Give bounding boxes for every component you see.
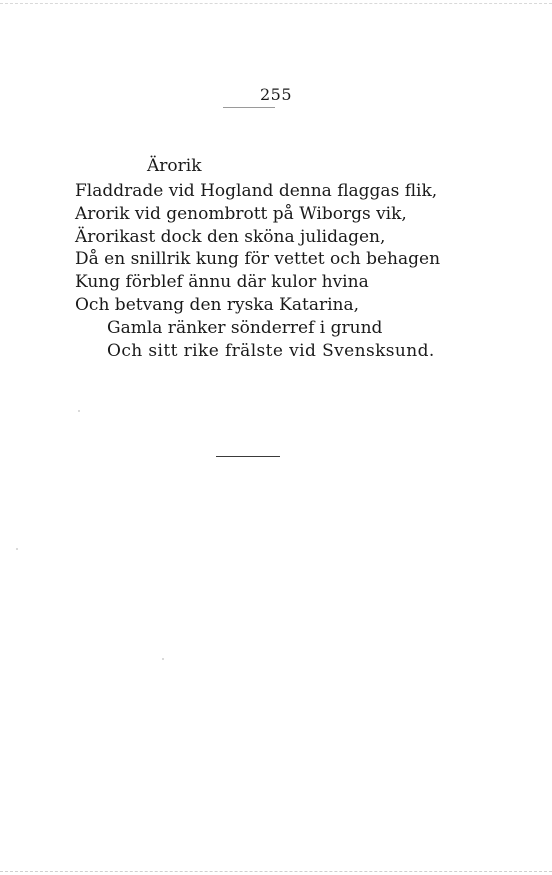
poem-line: Gamla ränker sönderref i grund [107,317,383,338]
page-number: 255 [259,85,293,104]
end-rule [216,456,280,457]
scan-speck [162,658,164,660]
poem-line: Kung förblef ännu där kulor hvina [75,272,369,293]
poem-line: Arorik vid genombrott på Wiborgs vik, [75,203,407,224]
scan-edge-top [0,3,552,4]
scan-speck [78,410,80,412]
scan-speck [16,548,18,550]
poem-line: Fladdrade vid Hogland denna flaggas flik, [75,181,438,201]
poem-line: Och sitt rike frälste vid Svensksund. [107,340,435,361]
page-number-underline [223,107,275,108]
poem-line: Ärorikast dock den sköna julidagen, [75,226,386,247]
poem-line: Och betvang den ryska Katarina, [75,294,360,315]
poem-body [75,180,535,362]
poem-title: Ärorik [147,156,202,176]
poem-line: Då en snillrik kung för vettet och behagen [75,249,441,270]
scan-edge-bottom [0,871,552,872]
